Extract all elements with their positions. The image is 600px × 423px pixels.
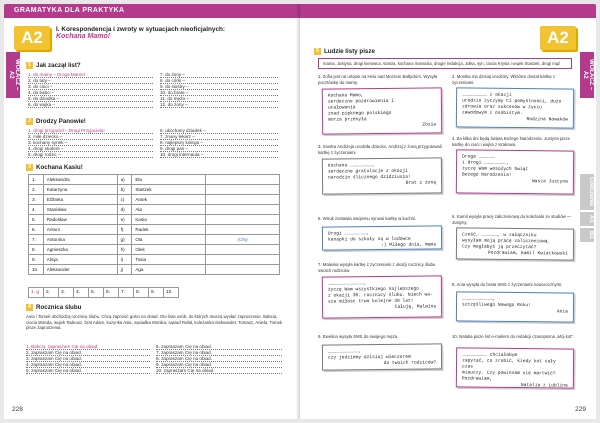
card-line: Bożego Narodzenia! — [461, 172, 512, 178]
cell-w[interactable] — [206, 265, 280, 275]
card-line: urodzin życzymy Ci pomyślności, dużo — [462, 98, 562, 105]
exercise-4-text: Ania i Tomek obchodzą rocznicę ślubu. Chcą zaprosić gości na obiad. Oto lista osób, do których muszą wysłać zaproszenie. Babcia, ciocia Wanda, wujek Tadeusz, brat Adam, kuzynka Asia, sąsiadka Monika, sąsiad Rafał, koleżanka Aleksander, Tomasz, Aniela. Tomek pisze zaproszenia. — [26, 314, 283, 331]
task-instruction: 8. Ania wysyła do brata SMS z życzeniami noworocznymi. — [452, 282, 563, 287]
card-line: życzę Wam wesołych Świąt — [462, 166, 529, 173]
answer-cell[interactable]: 3. — [59, 288, 74, 298]
greeting-card — [456, 347, 574, 388]
card-line: Całuję, Malwina — [394, 304, 437, 310]
right-page — [300, 4, 596, 419]
card-line: miauczy. Czy powinnam się martwić? — [461, 370, 556, 377]
cell-l: j) — [117, 265, 132, 275]
greeting-card — [322, 157, 442, 194]
card-line: Natalia z Lublina — [520, 383, 568, 389]
answer-cell[interactable]: 8. — [134, 288, 149, 298]
card-line: znad pięknego polskiego — [328, 110, 392, 117]
cell-n: 5. — [29, 215, 44, 225]
word-bank: mama, Justyna, drogi kierowca, siostra, kochana mamusia, drogie redakcja, Jolka, syn, ciocia Krysia i wujek Staszek, drogi mąż — [318, 58, 572, 69]
cell-v: Antek — [132, 195, 206, 205]
greeting-card — [456, 291, 574, 322]
card-line: i drogi ……………………, — [462, 160, 509, 166]
cell-name: Stanisław — [43, 205, 117, 215]
cell-name: Antonina — [43, 235, 117, 245]
greeting-card — [322, 275, 442, 318]
section-title: I. Korespondencja i zwroty w sytuacjach nieoficjalnych: Kochana Mamo! — [56, 26, 226, 40]
card-line[interactable]: ……………………… chciałabym — [462, 352, 518, 359]
card-line: do twoich rodziców? — [383, 360, 437, 366]
task-instruction: 4. Za kilka dni będą święta Bożego Narodzenia. Justyna pisze kartkę do cioci i wujka z Krakowa. — [452, 136, 570, 147]
cell-n: 4. — [29, 205, 44, 215]
card-line: wysyłam moją pracę zaliczeniową. — [462, 238, 551, 245]
task-instruction: 5. Wnuk zostawia swojemu synowi kartkę w kuchni. — [318, 216, 417, 221]
exercise-2-left: 1. drogi przyjaciel – Drogi Przyjacielu! 2. miłe dziecko – 3. kochany synek – 4. drogi student – 5. drogi rodzic – — [28, 128, 153, 158]
card-line[interactable]: …………………………………, — [327, 281, 367, 287]
card-line[interactable]: Droga ……………… — [462, 154, 496, 160]
page-number-right: 229 — [575, 406, 586, 413]
table-row — [29, 255, 280, 265]
table-row — [29, 175, 280, 185]
answer-cell[interactable]: 2. — [44, 288, 59, 298]
card-line: Ania — [556, 309, 568, 315]
table-row — [29, 205, 280, 215]
cell-name: Alicja — [43, 255, 117, 265]
exercise-3-title: 3 Kochana Kasiu! — [26, 164, 83, 171]
cell-l: f) — [117, 225, 132, 235]
cell-l: b) — [117, 185, 132, 195]
card-line: Czy mogłabyś ją przeczytać? — [461, 244, 537, 251]
task-instruction: 9. Ewelina wysyła SMS do swojego męża. — [318, 334, 399, 339]
cell-w[interactable] — [206, 225, 280, 235]
cell-l: g) — [117, 235, 132, 245]
cell-name: Aleksander — [43, 265, 117, 275]
cell-name: Aleksandra — [43, 175, 117, 185]
exercise-5-title: 5 Ludzie listy pisze — [314, 48, 375, 55]
card-line[interactable]: Cześć, ………………, w załączniku — [462, 232, 537, 239]
cell-name: Antoni — [43, 225, 117, 235]
card-line[interactable]: ……………………… z okazji — [462, 92, 512, 98]
cell-v: Ala — [132, 205, 206, 215]
card-line: zawodowym i osobistym. — [461, 110, 523, 117]
left-page — [4, 4, 300, 419]
cell-n: 3. — [29, 195, 44, 205]
card-line: sza miłość trwa kolejne 30 lat! — [328, 298, 414, 305]
table-row — [29, 265, 280, 275]
cell-w[interactable] — [206, 185, 280, 195]
side-tab-wolacz: WOŁACZ – A2 — [6, 52, 20, 98]
cell-name: Agnieszka — [43, 245, 117, 255]
running-head: GRAMATYKA DLA PRAKTYKA — [14, 7, 125, 14]
card-line: zapytać, co zrobić, kiedy kot cały czas — [461, 358, 556, 370]
cell-n: 9. — [29, 255, 44, 265]
cell-n: 6. — [29, 225, 44, 235]
cell-v: Tosia — [132, 255, 206, 265]
cell-v: Aga — [132, 265, 206, 275]
card-line[interactable]: Drogi ……………………, — [327, 231, 370, 237]
cell-w[interactable] — [206, 255, 280, 265]
cell-l: h) — [117, 245, 132, 255]
cell-w[interactable] — [206, 245, 280, 255]
exercise-4-title: 4 Rocznica ślubu — [26, 304, 81, 311]
task-instruction: 10. Natalia pisze list e-mailem do redakcji czasopisma „Mój kot”. — [452, 334, 575, 339]
side-tab-wolacz-right: WOŁACZ – A2 — [580, 52, 594, 98]
table-row — [29, 235, 280, 245]
cell-name: Katarzyna — [43, 185, 117, 195]
cell-w[interactable] — [206, 175, 280, 185]
card-line: Zosia — [422, 122, 437, 128]
exercise-1-left: 1. do mamy – Droga Mamo! 2. do taty – 3. do cioci – 4. do babci – 5. do dziadka – 6. do wujka – — [28, 72, 153, 108]
greeting-card — [322, 225, 442, 250]
card-line: kanapki do szkoły są w lodówce — [327, 236, 411, 243]
cell-v: Radek — [132, 225, 206, 235]
card-line[interactable]: ……………………………, — [462, 296, 496, 302]
exercise-2-right: 6. ukochany dziadek – 7. znany lekarz – 8. najlepszy kolega – 9. drogi pan – 10. drogi internauta – — [160, 128, 278, 158]
answer-cell[interactable]: 1. g — [29, 288, 44, 298]
names-table — [28, 174, 280, 275]
card-line[interactable]: Kochana Mamo, — [327, 93, 364, 99]
answer-cell[interactable]: 9. — [149, 288, 164, 298]
cell-v: Kasia — [132, 215, 206, 225]
card-line[interactable]: Kochana ……………………, — [327, 163, 375, 169]
greeting-card — [456, 149, 574, 194]
card-line: Wasza Justyna — [532, 179, 568, 185]
card-line: narodzin ślicznego dzidziusia! — [327, 174, 411, 181]
table-row — [29, 195, 280, 205]
level-badge-right: A2 — [540, 26, 576, 50]
table-row — [29, 185, 280, 195]
card-line: serdeczne pozdrowienia i — [327, 98, 395, 105]
side-tab-cwiczenia: Ćwiczenia — [580, 174, 594, 210]
table-row — [29, 245, 280, 255]
cell-n: 1. — [29, 175, 44, 185]
card-line: serdeczne gratulacje z okazji — [327, 168, 408, 175]
card-line: życzę Wam wszystkiego najlepszego — [327, 286, 419, 293]
answers-row — [29, 288, 179, 298]
task-instruction: 6. Kamil wysyła pracę zaliczeniową do koleżanki ze studiów — Justyny. — [452, 214, 572, 225]
cell-w[interactable] — [206, 195, 280, 205]
task-instruction: 2. Monika ma dzisiaj urodziny. Wkrótce dostał kartkę z życzeniami. — [452, 74, 556, 85]
cell-l: c) — [117, 195, 132, 205]
side-tab-b1: B1 — [580, 228, 594, 242]
card-line: z okazji 30. rocznicy ślubu. Niech wa- — [327, 292, 433, 299]
greeting-card — [456, 227, 574, 260]
card-line[interactable]: ……………………………, — [327, 349, 362, 355]
side-tab-a1: A1 — [580, 212, 594, 226]
greeting-card — [322, 343, 442, 370]
task-instruction: 3. Siostra Andrzeja urodziła dziecko. Andrzej z żoną przygotowali kartkę z życzeniami. — [318, 144, 442, 155]
cell-n: 7. — [29, 235, 44, 245]
task-instruction: 1. Zofia jest na urlopie na Helu nad Morzem Bałtyckim. Wysyła pocztówkę do mamy. — [318, 74, 438, 85]
card-line: ucałowania — [327, 105, 356, 111]
cell-v: Ola — [132, 235, 206, 245]
answer-cell[interactable]: 6. — [104, 288, 119, 298]
table-row — [29, 225, 280, 235]
cell-l: e) — [117, 215, 132, 225]
card-line: Pozdrawiam, Kamil Kwiatkowski — [487, 250, 568, 257]
exercise-4-left-lines: 1. Babciu, zapraszam Cię na obiad. 2. zapraszam Cię na obiad. 3. zapraszam Cię na obiad. 4. zapraszam Cię na obiad. 5. zapraszam Cię na obiad. — [26, 344, 150, 374]
card-line: Brat z żoną — [405, 180, 437, 186]
cell-name: Elżbieta — [43, 195, 117, 205]
greeting-card — [322, 87, 442, 134]
cell-w[interactable] — [206, 215, 280, 225]
level-badge: A2 — [14, 26, 50, 50]
cell-v: Olek — [132, 245, 206, 255]
cell-n: 8. — [29, 245, 44, 255]
card-line: Pozdrawiam, — [461, 376, 493, 382]
card-line: szczęśliwego Nowego Roku! — [461, 302, 531, 309]
running-head-bar — [4, 4, 300, 18]
cell-n: 2. — [29, 185, 44, 195]
answer-cell[interactable]: 10. — [164, 288, 179, 298]
cell-name: Radosław — [43, 215, 117, 225]
task-instruction: 7. Malwina wysyła kartkę z życzeniami z okazji rocznicy ślubu swoich rodziców. — [318, 262, 436, 273]
card-line: zdrowia oraz sukcesów w życiu — [461, 104, 542, 111]
exercise-1-right: 7. do żony – 8. do córki – 9. do siostry – 10. do brata – 11. do męża – 12. do żony – — [160, 72, 278, 108]
answers-table — [28, 287, 179, 298]
cell-n: 10. — [29, 265, 44, 275]
card-line: morza przesyła — [328, 117, 367, 123]
cell-v: Staszek — [132, 185, 206, 195]
answer-cell[interactable]: 7. — [119, 288, 134, 298]
right-top-bar — [300, 4, 596, 18]
cell-v: Ela — [132, 175, 206, 185]
cell-l: a) — [117, 175, 132, 185]
answer-cell[interactable]: 5. — [89, 288, 104, 298]
cell-w[interactable] — [206, 205, 280, 215]
page-number-left: 228 — [12, 406, 23, 413]
greeting-card — [456, 87, 574, 128]
exercise-2-title: 2 Drodzy Panowie! — [26, 118, 86, 125]
exercise-4-right-lines: 6. zapraszam Cię na obiad. 7. zapraszam Cię na obiad. 8. zapraszam Cię na obiad. 9. zapraszam Cię na obiad. 10. zapraszam Cię na obiad. — [156, 344, 282, 374]
card-line: Rodzina Nowaków — [526, 117, 568, 123]
cell-l: i) — [117, 255, 132, 265]
exercise-1-title: 1 Jak zaczął list? — [26, 62, 81, 69]
card-line: czy jedziemy dzisiaj wieczorem — [327, 354, 411, 361]
answer-cell[interactable]: 4. — [74, 288, 89, 298]
table-row — [29, 215, 280, 225]
cell-l: d) — [117, 205, 132, 215]
cell-w[interactable]: (Ola) — [206, 235, 280, 245]
card-line: :) Miłego dnia, mama — [380, 242, 437, 249]
